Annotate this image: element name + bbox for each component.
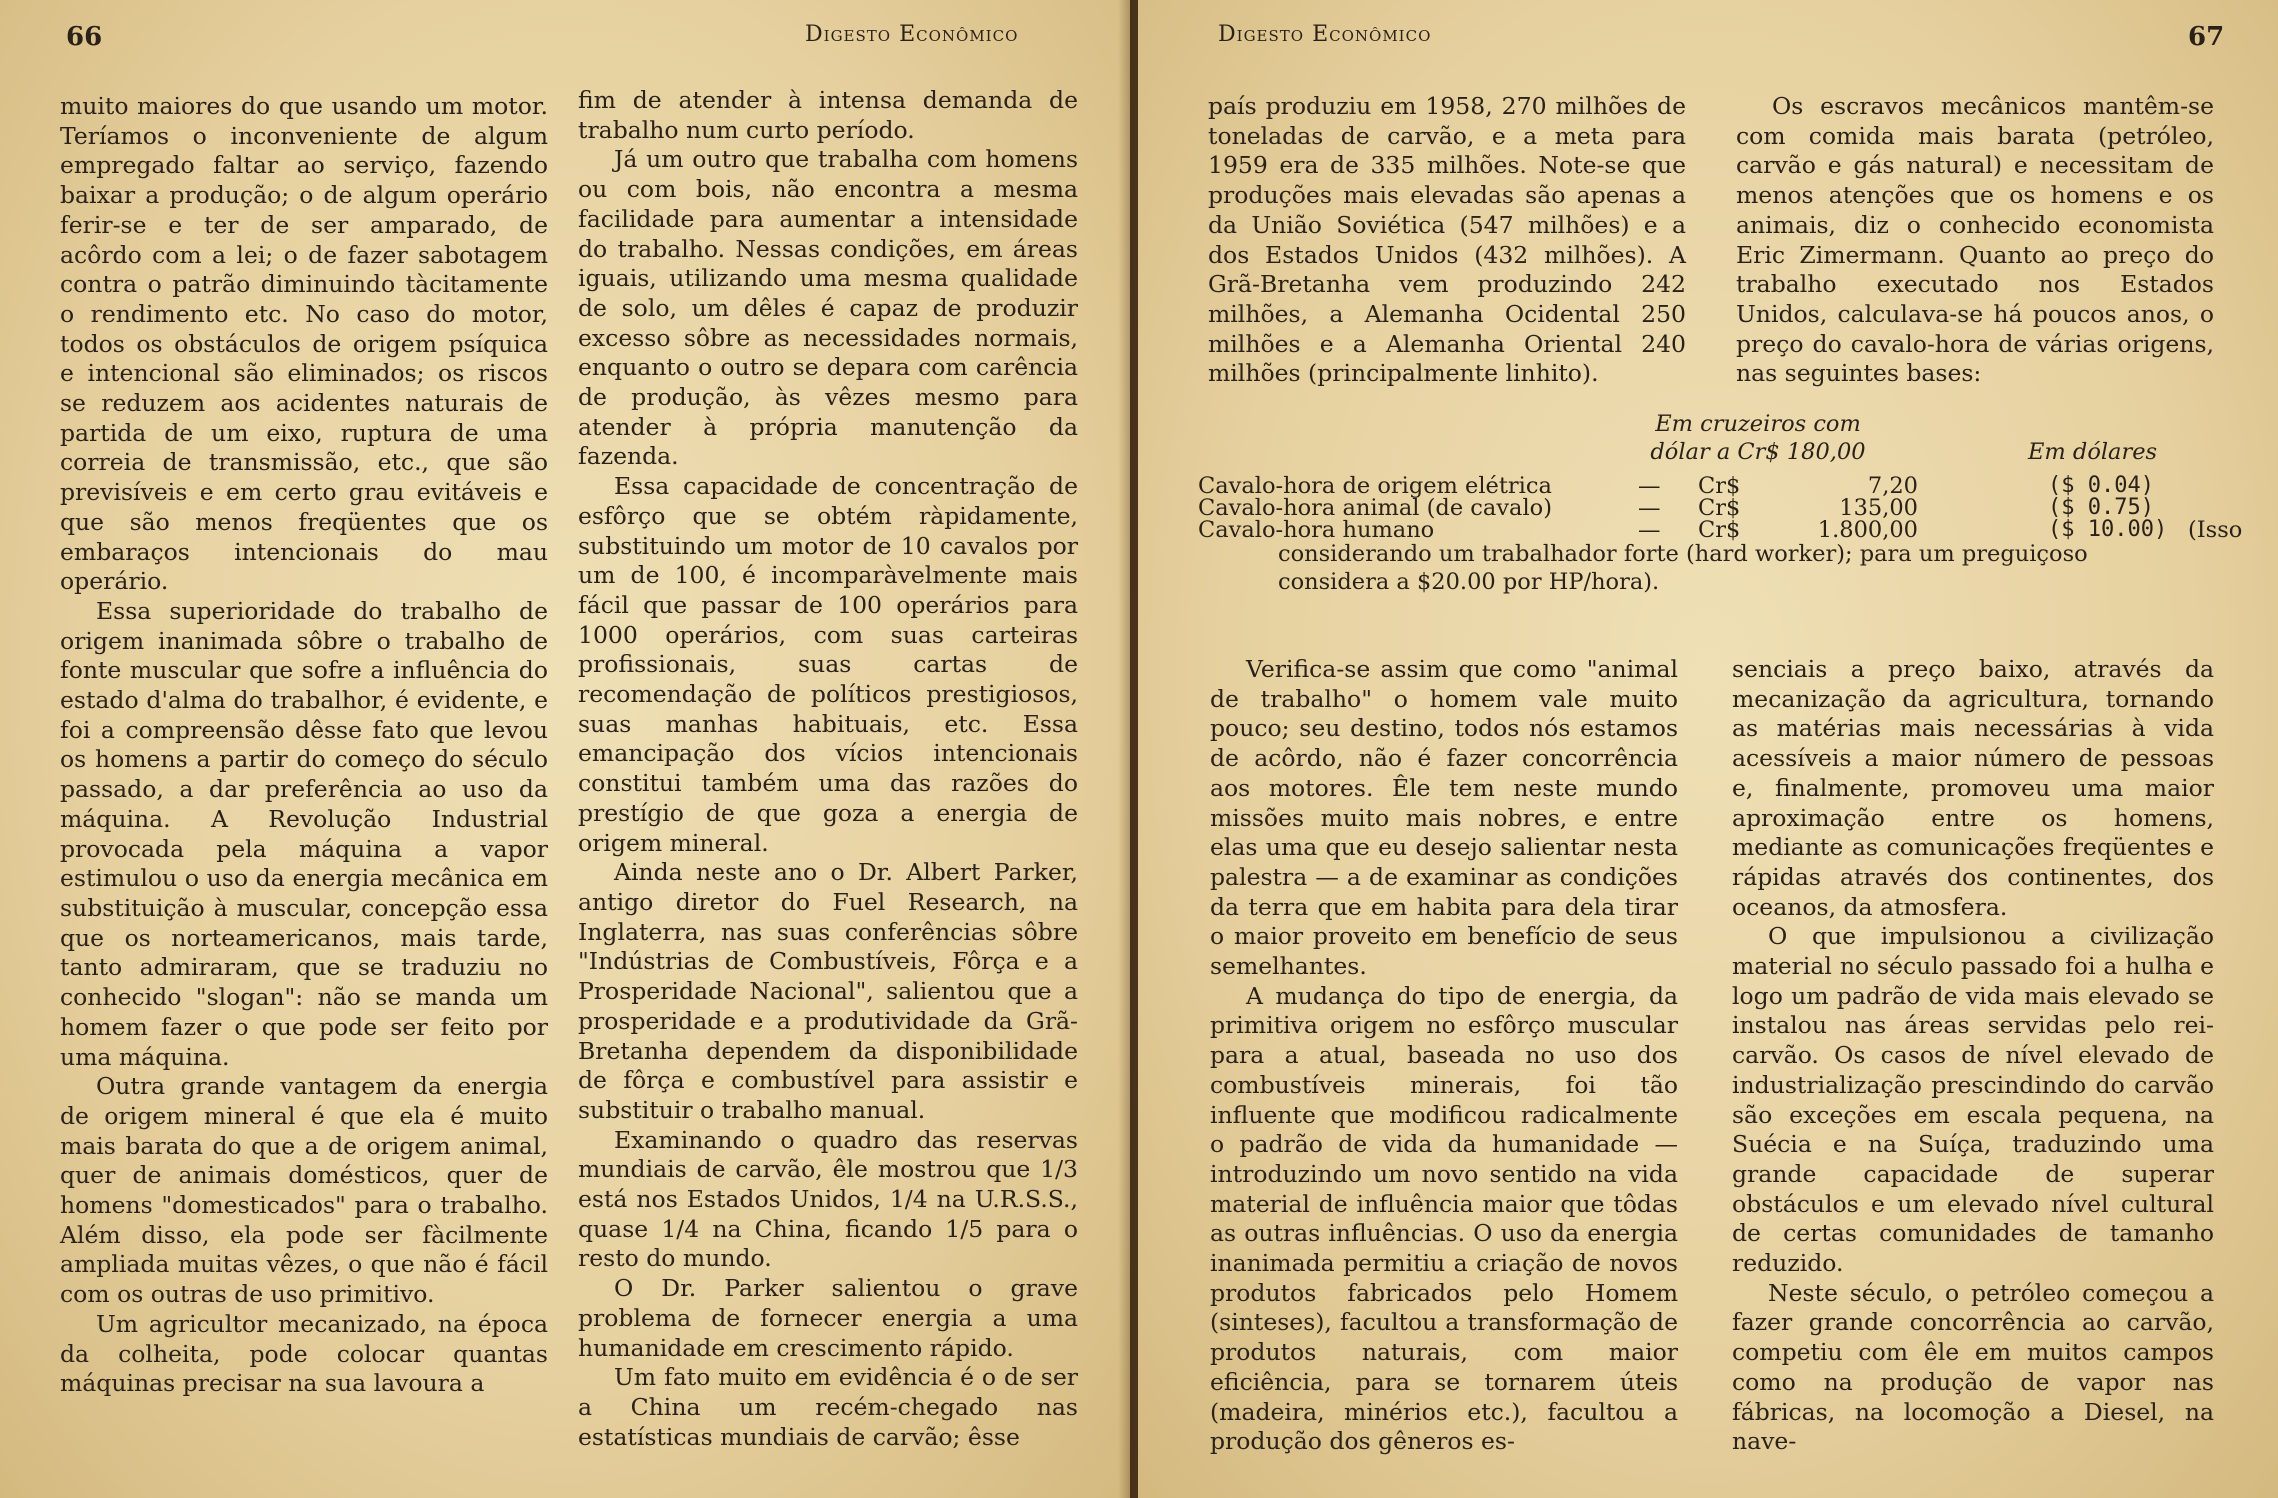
row-dash: — xyxy=(1638,473,1661,499)
row-value: 1.800,00 xyxy=(1817,517,1918,543)
left-column-2 xyxy=(578,86,1078,1452)
paragraph: Um fato muito em evidência é o de ser a China um recém-chegado nas estatísticas mundiais de carvão; êsse xyxy=(578,1363,1078,1451)
left-column-1 xyxy=(60,92,548,1399)
row-value: 135,00 xyxy=(1839,495,1918,521)
paragraph: Verifica-se assim que como "animal de trabalho" o homem vale muito pouco; seu destino, todos nós estamos de acôrdo, não é fazer concorrência aos motores. Êle tem neste mundo missões muito mais nobres, e entre elas uma que eu desejo salientar nesta palestra — a de examinar as condições da terra que em habita para dela tirar o maior proveito em benefício de seus semelhantes. xyxy=(1210,655,1678,981)
paragraph: fim de atender à intensa demanda de trabalho num curto período. xyxy=(578,86,1078,144)
paragraph: O Dr. Parker salientou o grave problema de fornecer energia a uma humanidade em crescimento rápido. xyxy=(578,1274,1078,1362)
table-note-line1: considerando um trabalhador forte (hard worker); para um preguiçoso xyxy=(1278,541,2088,567)
price-table xyxy=(1198,410,2248,596)
paragraph: Essa capacidade de concentração de esfôrço que se obtém ràpidamente, substituindo um motor de 10 cavalos por um de 100, é incomparàvelmente mais fácil que passar de 100 operários para 1000 operários, com suas carteiras profissionais, suas cartas de recomendação de políticos prestigiosos, suas manhas habituais, etc. Essa emancipação dos vícios intencionais constitui também uma das razões do prestígio de que goza a energia de origem mineral. xyxy=(578,472,1078,857)
row-label: Cavalo-hora animal (de cavalo) xyxy=(1198,495,1552,521)
right-bottom-column-1 xyxy=(1210,655,1678,1457)
paragraph: Os escravos mecânicos mantêm-se com comida mais barata (petróleo, carvão e gás natural) e necessitam de menos atenções que os homens e os animais, diz o conhecido economista Eric Zimermann. Quanto ao preço do trabalho executado nos Estados Unidos, calculava-se há poucos anos, o preço do cavalo-hora de várias origens, nas seguintes bases: xyxy=(1736,92,2214,388)
table-header xyxy=(1198,410,2248,472)
row-label: Cavalo-hora de origem elétrica xyxy=(1198,473,1552,499)
paragraph: senciais a preço baixo, através da mecanização da agricultura, tornando as matérias mais necessárias à vida acessíveis a maior número de pessoas e, finalmente, promoveu uma maior aproximação entre os homens, mediante as comunicações freqüentes e rápidas através dos continentes, dos oceanos, da atmosfera. xyxy=(1732,655,2214,921)
paragraph: país produziu em 1958, 270 milhões de toneladas de carvão, e a meta para 1959 era de 335 milhões. Note-se que produções mais elevadas são apenas a da União Soviética (547 milhões) e a dos Estados Unidos (432 milhões). A Grã-Bretanha vem produzindo 242 milhões, a Alemanha Ocidental 250 milhões e a Alemanha Oriental 240 milhões (principalmente linhito). xyxy=(1208,92,1686,388)
left-page xyxy=(0,0,1130,1498)
paragraph: Outra grande vantagem da energia de origem mineral é que ela é muito mais barata do que a de origem animal, quer de animais domésticos, quer de homens "domesticados" para o trabalho. Além disso, ela pode ser fàcilmente ampliada muitas vêzes, o que não é fácil com os outras de uso primitivo. xyxy=(60,1072,548,1309)
paragraph: Ainda neste ano o Dr. Albert Parker, antigo diretor do Fuel Research, na Inglaterra, nas suas conferências sôbre "Indústrias de Combustíveis, Fôrça e a Prosperidade Nacional", salientou que a prosperidade e a produtividade da Grã-Bretanha dependem da disponibilidade de fôrça e combustível para assistir e substituir o trabalho manual. xyxy=(578,858,1078,1124)
running-header: Digesto Econômico xyxy=(1218,22,1432,47)
row-label: Cavalo-hora humano xyxy=(1198,517,1435,543)
table-row xyxy=(1198,516,2248,543)
paragraph: muito maiores do que usando um motor. Teríamos o inconveniente de algum empregado faltar ao serviço, fazendo baixar a produção; o de algum operário ferir-se e ter de ser amparado, de acôrdo com a lei; o de fazer sabotagem contra o patrão diminuindo tàcitamente o rendimento etc. No caso do motor, todos os obstáculos de origem psíquica e intencional são eliminados; os riscos se reduzem aos acidentes naturais de partida de um eixo, ruptura de uma correia de transmissão, etc., que são previsíveis e em certo grau evitáveis e que são menos freqüentes que os embaraços intencionais do mau operário. xyxy=(60,92,548,596)
paragraph: Examinando o quadro das reservas mundiais de carvão, êle mostrou que 1/3 está nos Estados Unidos, 1/4 na U.R.S.S., quase 1/4 na China, ficando 1/5 para o resto do mundo. xyxy=(578,1125,1078,1273)
header-cruzeiros-line1: Em cruzeiros com xyxy=(1655,411,1861,437)
paragraph: Essa superioridade do trabalho de origem inanimada sôbre o trabalho de fonte muscular que sofre a influência do estado d'alma do trabalhor, é evidente, e foi a compreensão dêsse fato que levou os homens a partir do começo do século passado, a dar preferência ao uso da máquina. A Revolução Industrial provocada pela máquina a vapor estimulou o uso da energia mecânica em substituição à muscular, concepção essa que os norteamericanos, mais tarde, tanto admiraram, que se traduziu no conhecido "slogan": não se manda um homem fazer o que pode ser feito por uma máquina. xyxy=(60,596,548,1071)
header-dolares: Em dólares xyxy=(2028,439,2158,465)
table-row xyxy=(1198,472,2248,499)
row-dash: — xyxy=(1638,495,1661,521)
right-top-column-2 xyxy=(1736,92,2214,389)
paragraph: Um agricultor mecanizado, na época da colheita, pode colocar quantas máquinas precisar na sua lavoura a xyxy=(60,1309,548,1398)
row-usd: ($ 0.04) xyxy=(2048,473,2154,498)
row-value: 7,20 xyxy=(1867,473,1918,499)
row-note: (Isso xyxy=(2188,517,2243,543)
right-page xyxy=(1138,0,2278,1498)
row-currency: Cr$ xyxy=(1698,473,1741,499)
table-note-line2: considera a $20.00 por HP/hora). xyxy=(1278,569,1660,595)
paragraph: O que impulsionou a civilização material no século passado foi a hulha e logo um padrão de vida mais elevado se instalou nas áreas servidas pelo rei-carvão. Os casos de nível elevado de industrialização prescindindo do carvão são exceções em escala pequena, na Suécia e na Suíça, traduzindo uma grande capacidade de superar obstáculos e um elevado nível cultural de certas comunidades de tamanho reduzido. xyxy=(1732,922,2214,1278)
row-currency: Cr$ xyxy=(1698,495,1741,521)
header-cruzeiros-line2: dólar a Cr$ 180,00 xyxy=(1650,439,1866,465)
right-bottom-column-2 xyxy=(1732,655,2214,1457)
running-header: Digesto Econômico xyxy=(805,22,1019,47)
paragraph: Já um outro que trabalha com homens ou com bois, não encontra a mesma facilidade para aumentar a intensidade do trabalho. Nessas condições, em áreas iguais, utilizando uma mesma qualidade de solo, um dêles é capaz de produzir excesso sôbre as necessidades normais, enquanto o outro se depara com carência de produção, às vêzes mesmo para atender à própria manutenção da fazenda. xyxy=(578,145,1078,471)
paragraph: Neste século, o petróleo começou a fazer grande concorrência ao carvão, competiu com êle em muitos campos como na produção de vapor nas fábricas, na locomoção a Diesel, na nave- xyxy=(1732,1278,2214,1456)
right-top-column-1 xyxy=(1208,92,1686,389)
row-usd: ($ 10.00) xyxy=(2048,517,2168,542)
row-dash: — xyxy=(1638,517,1661,543)
paragraph: A mudança do tipo de energia, da primitiva origem no esfôrço muscular para a atual, baseada no uso dos combustíveis minerais, foi tão influente que modificou radicalmente o padrão de vida da humanidade — introduzindo um novo sentido na vida material de influência maior que tôdas as outras influências. O uso da energia inanimada permitiu a criação de novos produtos fabricados pelo Homem (sinteses), facultou a transformação de produtos naturais, com maior eficiência, para se tornarem úteis (madeira, minérios etc.), facultou a produção dos gêneros es- xyxy=(1210,981,1678,1456)
page-number: 67 xyxy=(2188,22,2225,52)
row-usd: ($ 0.75) xyxy=(2048,495,2154,520)
row-currency: Cr$ xyxy=(1698,517,1741,543)
header-cruzeiros xyxy=(1598,410,1918,466)
table-note xyxy=(1198,538,2248,596)
page-number: 66 xyxy=(66,22,103,52)
table-row xyxy=(1198,494,2248,521)
